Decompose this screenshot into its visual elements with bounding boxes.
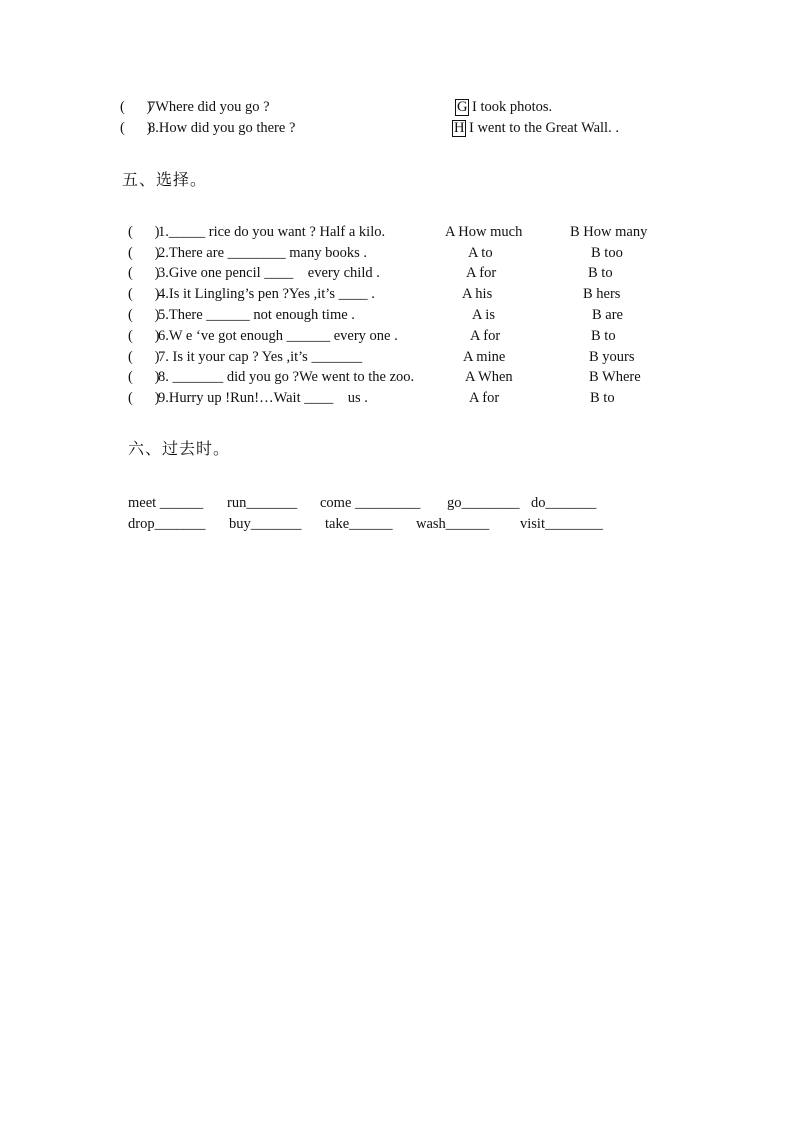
section-5-heading: 五、选择。: [122, 170, 208, 189]
question-text: 1._____ rice do you want ? Half a kilo.: [158, 224, 386, 240]
verb-blank[interactable]: come _________: [320, 495, 421, 511]
answer-paren[interactable]: ( ): [128, 369, 160, 385]
option-b[interactable]: B How many: [570, 224, 648, 240]
verb-blank[interactable]: meet ______: [128, 495, 204, 511]
answer-paren[interactable]: ( ): [128, 286, 160, 302]
match-answer-g: I took photos.: [472, 99, 553, 115]
option-b[interactable]: B Where: [589, 369, 641, 385]
answer-paren[interactable]: ( ): [128, 349, 160, 365]
verb-blank[interactable]: do_______: [531, 495, 597, 511]
verb-blank[interactable]: visit________: [520, 516, 603, 532]
verb-blank[interactable]: take______: [325, 516, 393, 532]
match-answer-h: I went to the Great Wall. .: [469, 120, 619, 136]
option-b[interactable]: B too: [591, 245, 623, 261]
answer-paren[interactable]: ( ): [120, 99, 152, 115]
option-a[interactable]: A is: [472, 307, 495, 323]
verb-blank[interactable]: run_______: [227, 495, 298, 511]
option-b[interactable]: B hers: [583, 286, 621, 302]
option-b[interactable]: B to: [590, 390, 615, 406]
match-question-8: 8.How did you go there ?: [148, 120, 296, 136]
question-text: 3.Give one pencil ____ every child .: [158, 265, 380, 281]
option-letter-box: H: [454, 120, 465, 136]
match-question-7: 7Where did you go ?: [148, 99, 270, 115]
question-text: 6.W e ‘ve got enough ______ every one .: [158, 328, 398, 344]
option-a[interactable]: A for: [469, 390, 500, 406]
option-letter-box: G: [457, 99, 468, 115]
option-b[interactable]: B are: [592, 307, 623, 323]
question-text: 9.Hurry up !Run!…Wait ____ us .: [158, 390, 368, 406]
option-a[interactable]: A How much: [445, 224, 523, 240]
section-6-heading: 六、过去时。: [128, 439, 231, 458]
question-text: 4.Is it Lingling’s pen ?Yes ,it’s ____ .: [158, 286, 375, 302]
option-a[interactable]: A When: [465, 369, 513, 385]
answer-paren[interactable]: ( ): [128, 328, 160, 344]
option-a[interactable]: A to: [468, 245, 493, 261]
question-text: 7. Is it your cap ? Yes ,it’s _______: [158, 349, 363, 365]
answer-paren[interactable]: ( ): [128, 307, 160, 323]
option-b[interactable]: B to: [591, 328, 616, 344]
verb-blank[interactable]: wash______: [416, 516, 490, 532]
option-b[interactable]: B yours: [589, 349, 635, 365]
question-text: 2.There are ________ many books .: [158, 245, 367, 261]
option-a[interactable]: A his: [462, 286, 493, 302]
verb-blank[interactable]: drop_______: [128, 516, 206, 532]
answer-paren[interactable]: ( ): [120, 120, 152, 136]
answer-paren[interactable]: ( ): [128, 390, 160, 406]
answer-paren[interactable]: ( ): [128, 265, 160, 281]
option-a[interactable]: A mine: [463, 349, 506, 365]
verb-blank[interactable]: buy_______: [229, 516, 302, 532]
answer-paren[interactable]: ( ): [128, 224, 160, 240]
option-b[interactable]: B to: [588, 265, 613, 281]
option-a[interactable]: A for: [466, 265, 497, 281]
question-text: 8. _______ did you go ?We went to the zoo.: [158, 369, 415, 385]
option-a[interactable]: A for: [470, 328, 501, 344]
verb-blank[interactable]: go________: [447, 495, 520, 511]
question-text: 5.There ______ not enough time .: [158, 307, 355, 323]
answer-paren[interactable]: ( ): [128, 245, 160, 261]
